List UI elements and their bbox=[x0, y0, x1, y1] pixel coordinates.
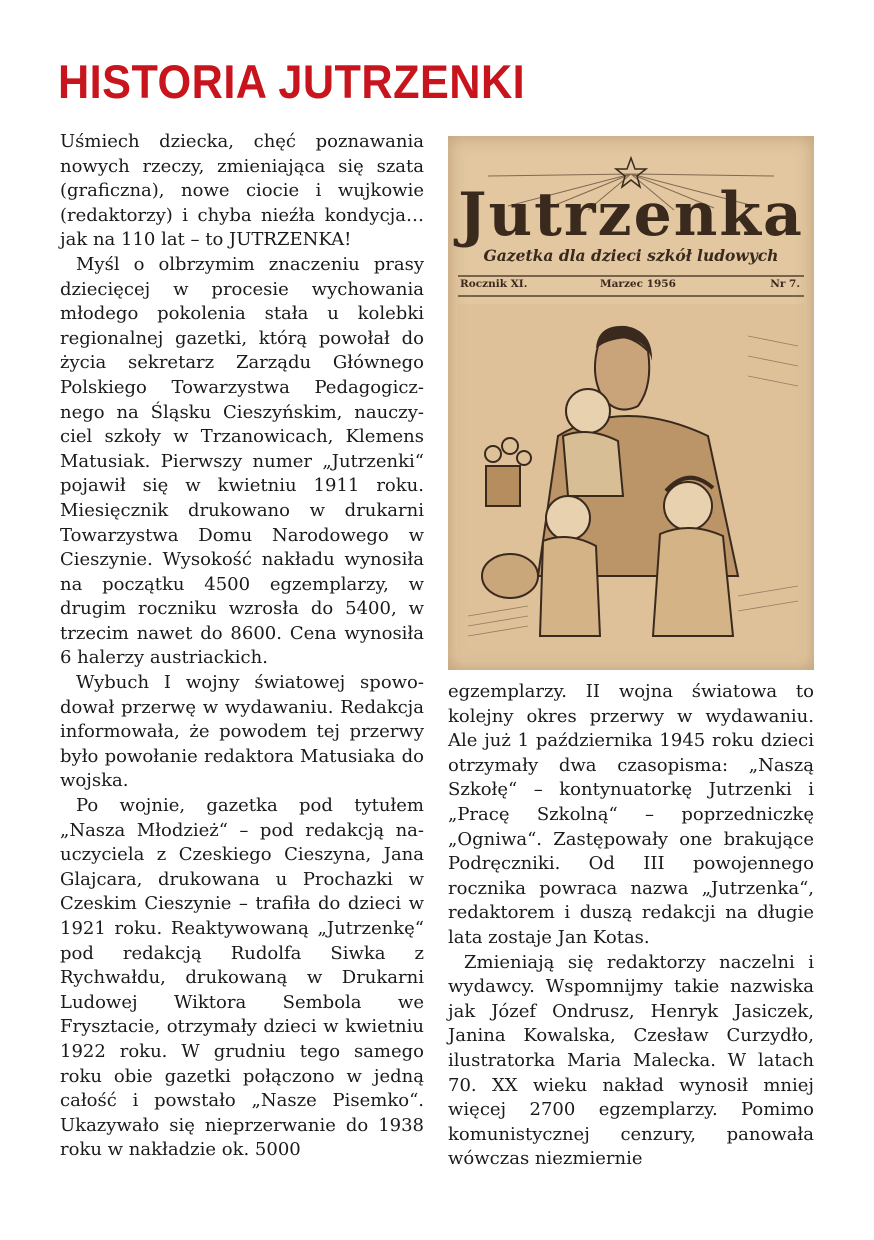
cover-meta bbox=[460, 278, 800, 296]
magazine-cover-image bbox=[448, 136, 814, 670]
paragraph: egzemplarzy. II wojna światowa to kolejny okres przerwy w wydawaniu. Ale już 1 października 1945 roku dzieci otrzymały dwa czasopisma: „Naszą Szkołę“ – kontynuatorkę Jutrzenki i „Pracę Szkolną“ – poprzedniczkę „Ogniwa“. Zastępowały one brakujące Podręczniki. Od III powojennego rocznika powraca nazwa „Jutrzenka“, redaktorem i duszą redakcji na długie lata zostaje Jan Kotas. bbox=[448, 681, 814, 948]
paragraph: Myśl o olbrzymim znaczeniu prasy dziecięcej w procesie wychowania młodego pokolenia stała u kolebki regionalnej gazetki, którą powołał do życia sekretarz Zarządu Głównego Polskiego Towarzystwa Pedagogicznego na Śląsku Cieszyńskim, nauczyciel szkoły w Trzanowicach, Klemens Matusiak. Pierwszy numer „Jutrzenki“ pojawił się w kwietniu 1911 roku. Miesięcznik drukowano w drukarni Towarzystwa Domu Narodowego w Cieszynie. Wysokość nakładu wynosiła na początku 4500 egzemplarzy, w drugim roczniku wzrosła do 5400, w trzecim nawet do 8600. Cena wynosiła 6 halerzy austriackich. bbox=[60, 253, 424, 669]
cover-number: Nr 7. bbox=[770, 278, 800, 290]
article-left-column bbox=[60, 130, 424, 1163]
cover-subtitle: Gazetka dla dzieci szkół ludowych bbox=[483, 246, 779, 265]
paragraph: Wybuch I wojny światowej spowodował przerwę w wydawaniu. Redakcja informowała, że powodem tej przerwy było powołanie redaktora Matusiaka do wojska. bbox=[60, 672, 424, 792]
paragraph: Zmieniają się redaktorzy naczelni i wydawcy. Wspomnijmy takie nazwiska jak Józef Ondrusz, Henryk Jasiczek, Janina Kowalska, Czesław Curzydło, ilustratorka Maria Malecka. W latach 70. XX wieku nakład wynosił mniej więcej 2700 egzemplarzy. Pomimo komunistycznej cenzury, panowała wówczas niezmiernie bbox=[448, 951, 814, 1170]
paragraph: Po wojnie, gazetka pod tytułem „Nasza Młodzież“ – pod redakcją nauczyciela z Czeskiego Cieszyna, Jana Glajcara, drukowana u Prochazki w Czeskim Cieszynie – trafiła do dzieci w 1921 roku. Reaktywowaną „Jutrzenkę“ pod redakcją Rudolfa Siwka z Rychwałdu, drukowaną w Drukarni Ludowej Wiktora Sembola we Frysztacie, otrzymały dzieci w kwietniu 1922 roku. W grudniu tego samego roku obie gazetki połączono w jedną całość i powstało „Nasze Pisemko“. Ukazywało się nieprzerwanie do 1938 roku w nakładzie ok. 5000 bbox=[60, 795, 424, 1161]
cover-volume: Rocznik XI. bbox=[460, 278, 528, 290]
paragraph: Uśmiech dziecka, chęć poznawania nowych rzeczy, zmieniająca się szata (graficzna), nowe ciocie i wujkowie (redaktorzy) i chyba nieźła kondycja… jak na 110 lat – to JUTRZENKA! bbox=[60, 131, 424, 251]
article-right-column bbox=[448, 680, 814, 1172]
cover-date: Marzec 1956 bbox=[600, 278, 676, 290]
page-title: HISTORIA JUTRZENKI bbox=[58, 55, 526, 108]
cover-title: Jutrzenka bbox=[458, 180, 804, 250]
